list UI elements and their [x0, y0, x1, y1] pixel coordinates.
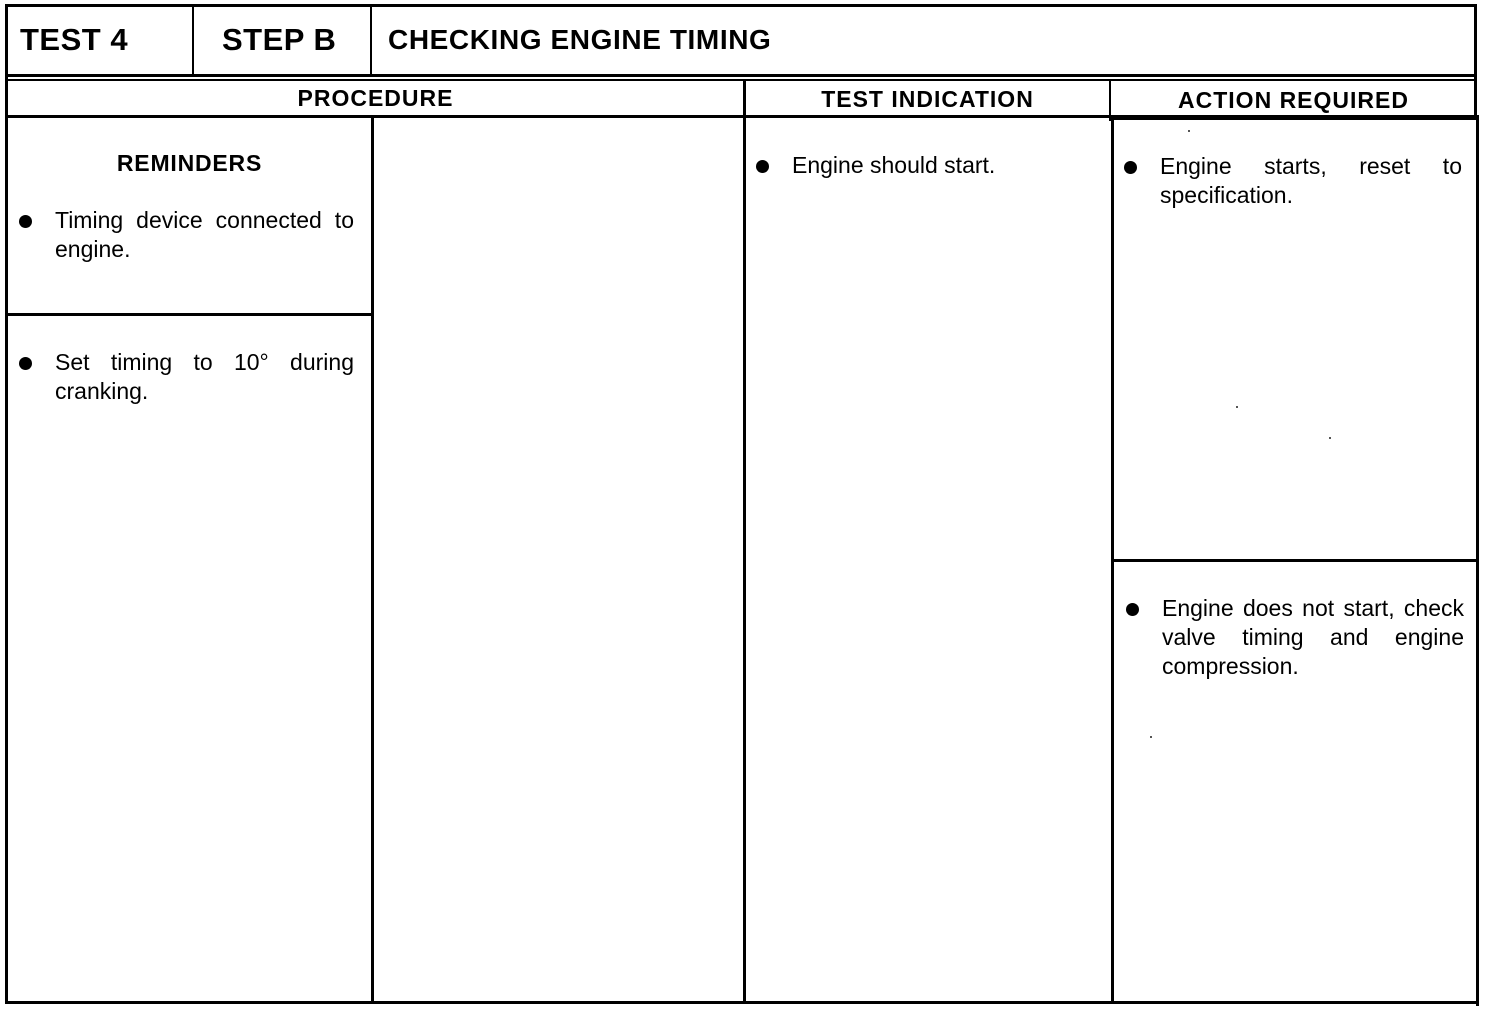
frame-bottom	[5, 1001, 1479, 1004]
reminders-bottom-rule	[5, 313, 373, 316]
action-item-engine-no-start-text: Engine does not start, check valve timing and engine compression.	[1162, 595, 1464, 679]
frame-right-lower	[1476, 118, 1479, 1006]
page-title: CHECKING ENGINE TIMING	[388, 24, 772, 55]
procedure-step-text: Set timing to 10° during cranking.	[55, 349, 354, 404]
header-bottom-rule-2	[5, 79, 1477, 81]
test-indication-column-header: TEST INDICATION	[821, 86, 1034, 112]
action-required-column-header: ACTION REQUIRED	[1178, 87, 1409, 113]
procedure-step-item	[55, 348, 354, 406]
bullet-icon	[1126, 603, 1139, 616]
test-indication-item	[792, 151, 1092, 180]
bullet-icon	[19, 357, 32, 370]
test-indication-text: Engine should start.	[792, 152, 996, 178]
scan-speck	[1236, 406, 1238, 408]
reminder-item	[55, 206, 354, 264]
scan-speck	[1150, 736, 1152, 738]
step-label: STEP B	[222, 22, 337, 57]
scan-speck	[1188, 130, 1190, 132]
bullet-icon	[1124, 161, 1137, 174]
action-item-engine-starts-text: Engine starts, reset to specification.	[1160, 153, 1462, 208]
action-item-engine-starts	[1160, 152, 1462, 210]
test-label: TEST 4	[20, 22, 129, 57]
frame-top	[5, 4, 1477, 7]
reminders-heading: REMINDERS	[116, 150, 263, 176]
procedure-column-header: PROCEDURE	[297, 85, 454, 111]
header-bottom-rule	[5, 74, 1477, 77]
header-divider-2	[370, 4, 372, 76]
action-item-engine-no-start	[1162, 594, 1464, 681]
bullet-icon	[756, 160, 769, 173]
scan-speck	[1329, 437, 1331, 439]
column-header-rule-right	[1111, 118, 1477, 120]
reminder-item-text: Timing device connected to engine.	[55, 207, 354, 262]
action-split-rule	[1111, 559, 1479, 562]
column-divider-procedure	[743, 79, 746, 1004]
bullet-icon	[19, 215, 32, 228]
header-divider-1	[192, 4, 194, 76]
procedure-inner-divider	[371, 118, 374, 1004]
